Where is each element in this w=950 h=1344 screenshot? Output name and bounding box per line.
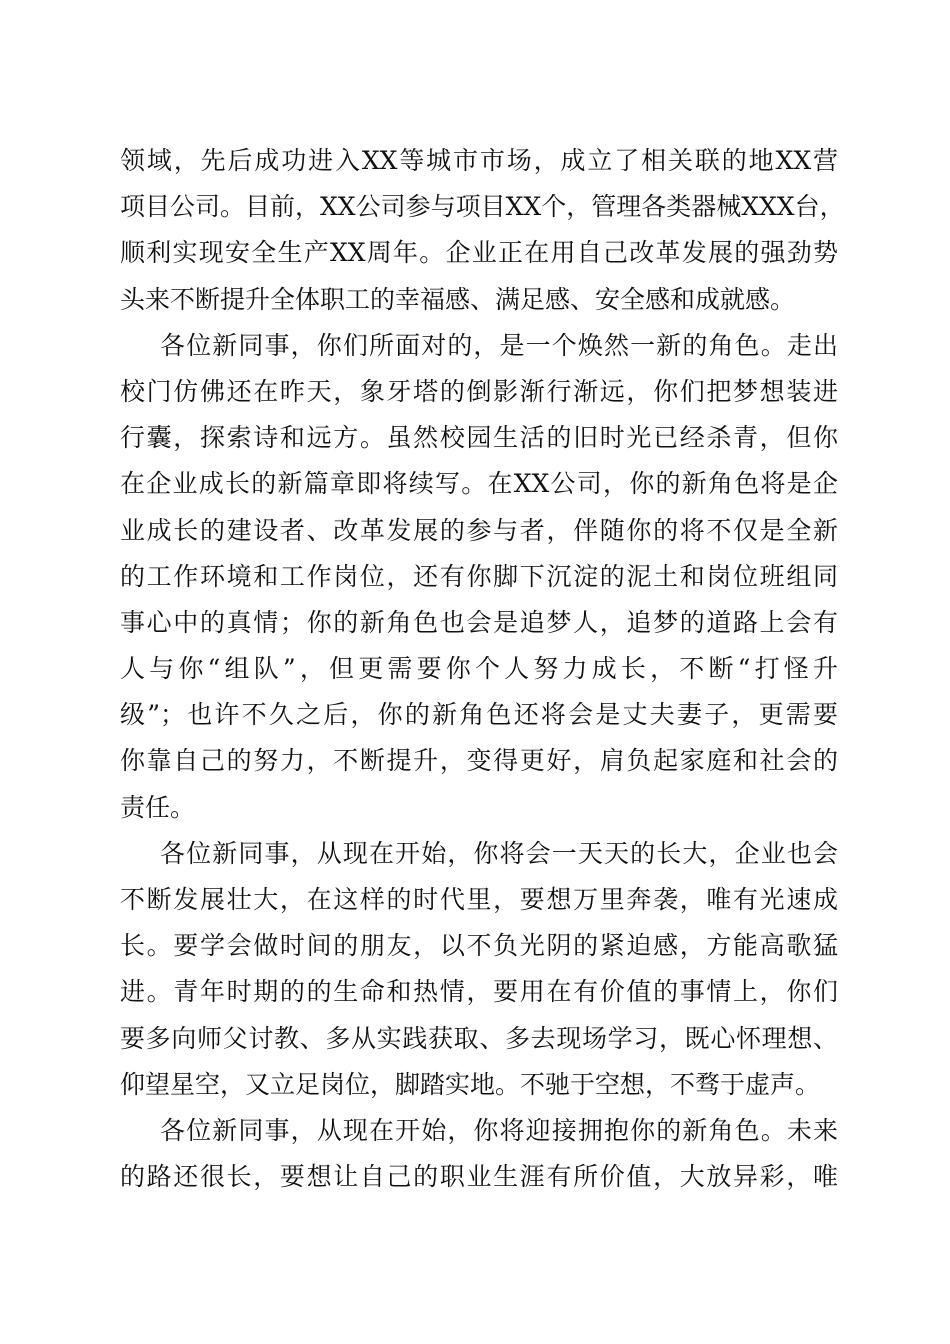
text-line: 各位新同事，从现在开始，你将迎接拥抱你的新角色。未来 (160, 1115, 838, 1145)
paragraph-3 (120, 831, 838, 1108)
text-line: 要多向师父讨教、多从实践获取、多去现场学习，既心怀理想、 (120, 1023, 838, 1053)
text-line: 责任。 (120, 792, 196, 822)
text-line: 行囊，探索诗和远方。虽然校园生活的旧时光已经杀青，但你 (120, 423, 838, 453)
text-line: 事心中的真情；你的新角色也会是追梦人，追梦的道路上会有 (120, 607, 838, 637)
text-line: 各位新同事，你们所面对的，是一个焕然一新的角色。走出 (160, 330, 838, 360)
text-line: 业成长的建设者、改革发展的参与者，伴随你的将不仅是全新 (120, 515, 838, 545)
paragraph-1 (120, 138, 845, 323)
text-line: 领域，先后成功进入XX等城市市场，成立了相关联的地XX营 (120, 146, 838, 175)
document-body (120, 138, 845, 1200)
text-line: 不断发展壮大，在这样的时代里，要想万里奔袭，唯有光速成 (120, 885, 838, 914)
text-line: 的工作环境和工作岗位，还有你脚下沉淀的泥土和岗位班组同 (120, 561, 838, 591)
text-line: 进。青年时期的的生命和热情，要用在有价值的事情上，你们 (120, 977, 838, 1007)
text-line: 校门仿佛还在昨天，象牙塔的倒影渐行渐远，你们把梦想装进 (120, 376, 838, 406)
paragraph-2 (120, 323, 838, 831)
text-line: 级”；也许不久之后，你的新角色还将会是丈夫妻子，更需要 (120, 700, 838, 730)
paragraph-4 (120, 1108, 838, 1200)
text-line: 在企业成长的新篇章即将续写。在XX公司，你的新角色将是企 (120, 469, 838, 499)
text-line: 各位新同事，从现在开始，你将会一天天的长大，企业也会 (160, 838, 838, 868)
text-line: 头来不断提升全体职工的幸福感、满足感、安全感和成就感。 (120, 284, 796, 314)
text-line: 的路还很长，要想让自己的职业生涯有所价值，大放异彩，唯 (120, 1162, 838, 1192)
text-line: 顺利实现安全生产XX周年。企业正在用自己改革发展的强劲势 (120, 238, 838, 268)
text-line: 仰望星空，又立足岗位，脚踏实地。不驰于空想，不骛于虚声。 (120, 1069, 821, 1099)
text-line: 长。要学会做时间的朋友，以不负光阴的紧迫感，方能高歌猛 (120, 931, 838, 961)
text-line: 人与你“组队”，但更需要你个人努力成长，不断“打怪升 (120, 654, 838, 684)
text-line: 项目公司。目前，XX公司参与项目XX个，管理各类器械XXX台， (120, 192, 845, 222)
text-line: 你靠自己的努力，不断提升，变得更好，肩负起家庭和社会的 (120, 746, 838, 776)
